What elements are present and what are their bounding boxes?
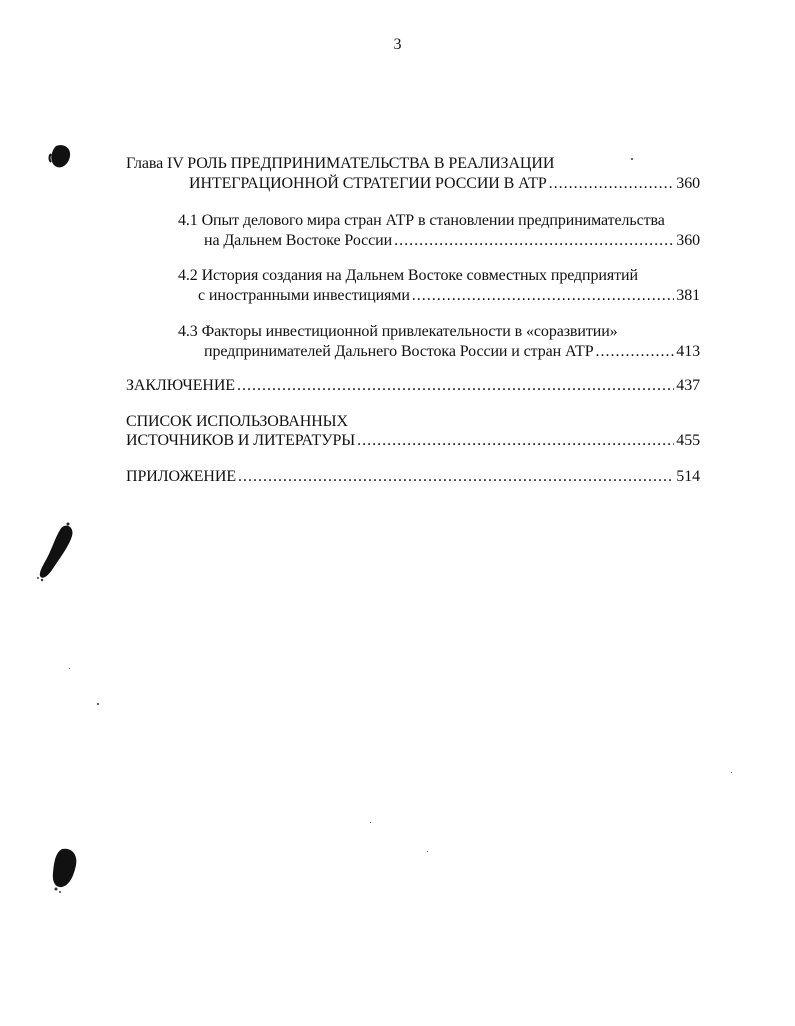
scan-blot-middle bbox=[34, 520, 79, 585]
section-4-3-text: предпринимателей Дальнего Востока России и стран АТР bbox=[204, 343, 594, 360]
sources-line1: СПИСОК ИСПОЛЬЗОВАННЫХ bbox=[126, 413, 348, 430]
scan-blot-bottom bbox=[46, 845, 82, 895]
leader-dots bbox=[596, 342, 675, 362]
section-4-3-line1: 4.3 Факторы инвестиционной привлекательности в «соразвитии» bbox=[178, 323, 618, 340]
page-number: 3 bbox=[393, 36, 402, 53]
section-4-3-line2 bbox=[204, 342, 700, 362]
sources-line2 bbox=[126, 431, 700, 451]
scan-speck bbox=[97, 703, 99, 705]
chapter-title-text: ИНТЕГРАЦИОННОЙ СТРАТЕГИИ РОССИИ В АТР bbox=[189, 175, 547, 192]
sources-page: 455 bbox=[676, 432, 700, 449]
section-4-2-line1: 4.2 История создания на Дальнем Востоке совместных предприятий bbox=[178, 267, 638, 284]
section-4-1-line2 bbox=[204, 231, 700, 251]
leader-dots bbox=[237, 376, 674, 396]
section-4-1-text: на Дальнем Востоке России bbox=[204, 232, 393, 249]
section-4-3-page: 413 bbox=[676, 343, 700, 360]
appendix-label: ПРИЛОЖЕНИЕ bbox=[126, 468, 237, 485]
section-4-1-line1: 4.1 Опыт делового мира стран АТР в становлении предпринимательства bbox=[178, 212, 665, 229]
scan-speck bbox=[631, 158, 633, 160]
scan-speck bbox=[370, 822, 371, 823]
leader-dots bbox=[357, 431, 674, 451]
appendix-entry bbox=[126, 467, 700, 487]
section-4-2-page: 381 bbox=[676, 287, 700, 304]
leader-dots bbox=[238, 467, 674, 487]
chapter-title-line1: Глава IV РОЛЬ ПРЕДПРИНИМАТЕЛЬСТВА В РЕАЛИЗАЦИИ bbox=[126, 155, 555, 172]
scan-speck bbox=[731, 772, 732, 773]
section-4-1-page: 360 bbox=[676, 232, 700, 249]
scan-blot-top bbox=[46, 142, 76, 172]
scan-speck bbox=[427, 851, 428, 852]
conclusion-entry bbox=[126, 376, 700, 396]
chapter-title-line2 bbox=[189, 174, 700, 194]
leader-dots bbox=[394, 231, 674, 251]
scan-speck bbox=[69, 668, 70, 669]
sources-text: ИСТОЧНИКОВ И ЛИТЕРАТУРЫ bbox=[126, 432, 356, 449]
appendix-page: 514 bbox=[676, 468, 700, 485]
chapter-page: 360 bbox=[676, 175, 700, 192]
leader-dots bbox=[549, 174, 675, 194]
leader-dots bbox=[412, 286, 675, 306]
conclusion-page: 437 bbox=[676, 377, 700, 394]
section-4-2-line2 bbox=[198, 286, 700, 306]
section-4-2-text: с иностранными инвестициями bbox=[198, 287, 410, 304]
conclusion-label: ЗАКЛЮЧЕНИЕ bbox=[126, 377, 235, 394]
